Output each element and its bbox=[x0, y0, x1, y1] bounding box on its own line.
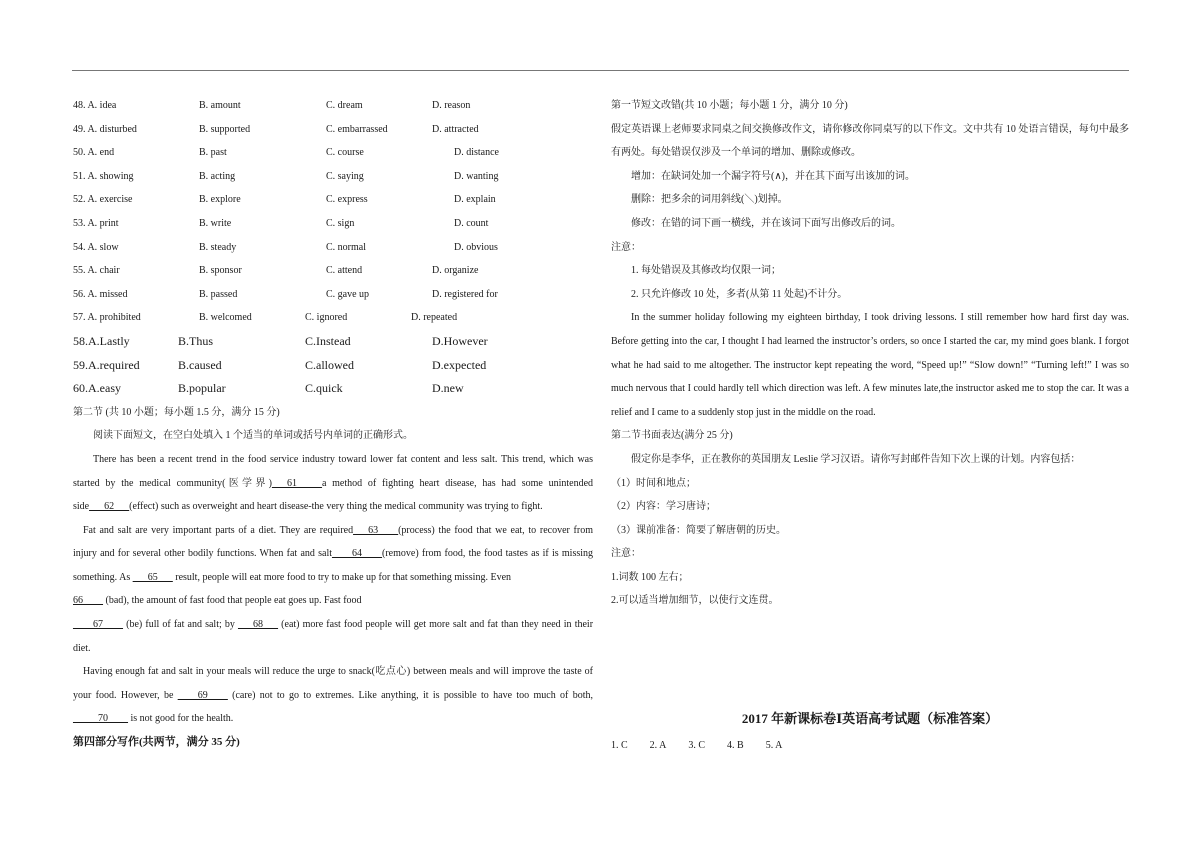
option-b: B. welcomed bbox=[199, 312, 252, 324]
option-a: 51. A. showing bbox=[73, 170, 134, 182]
section2-heading: 第二节 (共 10 小题；每小题 1.5 分，满分 15 分) bbox=[73, 406, 280, 418]
option-b: B. sponsor bbox=[199, 265, 242, 277]
s2-heading: 第二节书面表达(满分 25 分) bbox=[611, 430, 733, 442]
passage-paragraph-2: Fat and salt are very important parts of a diet. They are required___63____(process) the food that we eat, to recover from injury and for several other bodily functions. When fat and salt____64____(remove) from food, the food tastes as if is missing something. As ___65___ result, people will eat more food to try to make up for that something missing. Even 66____ (bad), the amount of fast food that people eat goes up. Fast food ____67____ (be) full of fat and salt; by ___68___ (eat) more fast food people will get more salt and fat than they need in their diet. bbox=[73, 524, 594, 654]
error-correction-essay: In the summer holiday following my eighteen birthday, I took driving lessons. I still remember how hard first day was. Before getting into the car, I thought I had learned the instructor’s orders, so once I started the car, my mind goes blank. I forgot what he had said to me altogether. The instructor kept repeating the word, “Speed up!” “Slow down!” “Turning left!” I was so much nervous that I could hardly tell which direction was left. A few minutes late,the instructor asked me to stop the car. It was a relief and I came to a suddenly stop just in the middle on the road. bbox=[611, 312, 1129, 418]
blank-66[interactable]: 66____ bbox=[73, 595, 103, 607]
option-c: C. attend bbox=[326, 265, 363, 277]
blank-69[interactable]: ____69____ bbox=[177, 689, 228, 701]
content-point-3: （3）课前准备：简要了解唐朝的历史。 bbox=[611, 524, 786, 536]
option-b: B.Thus bbox=[178, 333, 214, 348]
note-1: 1. 每处错误及其修改均仅限一词； bbox=[631, 265, 781, 277]
option-d: D. obvious bbox=[454, 241, 498, 253]
option-row bbox=[73, 330, 593, 354]
option-c: C. sign bbox=[326, 217, 355, 229]
option-a: 53. A. print bbox=[73, 217, 119, 229]
option-d: D.new bbox=[432, 381, 464, 396]
option-row bbox=[73, 165, 593, 189]
option-c: C. saying bbox=[326, 170, 364, 182]
option-d: D. reason bbox=[432, 100, 471, 111]
part4-heading: 第四部分写作(共两节，满分 35 分) bbox=[73, 736, 240, 749]
option-b: B. amount bbox=[199, 100, 241, 111]
note-label: 注意： bbox=[611, 241, 641, 253]
cloze-options-large bbox=[73, 330, 593, 401]
answer-item: 5. A bbox=[765, 740, 783, 751]
option-a: 52. A. exercise bbox=[73, 194, 133, 206]
option-row bbox=[73, 354, 593, 378]
option-c: C. express bbox=[326, 194, 368, 206]
blank-62[interactable]: ___62___ bbox=[89, 501, 130, 513]
option-d: D. registered for bbox=[432, 288, 498, 300]
option-c: C.allowed bbox=[305, 357, 354, 372]
option-d: D.expected bbox=[432, 357, 487, 372]
writing-note-label: 注意： bbox=[611, 548, 641, 560]
option-a: 56. A. missed bbox=[73, 288, 128, 300]
option-d: D. explain bbox=[454, 194, 496, 206]
option-row bbox=[73, 306, 593, 330]
option-d: D. organize bbox=[432, 265, 479, 277]
option-row bbox=[73, 283, 593, 307]
option-b: B. passed bbox=[199, 288, 238, 300]
option-row bbox=[73, 141, 593, 165]
option-d: D.However bbox=[432, 333, 488, 348]
option-b: B.caused bbox=[178, 357, 222, 372]
blank-67[interactable]: ____67____ bbox=[73, 619, 123, 631]
option-c: C.quick bbox=[305, 381, 343, 396]
option-a: 59.A.required bbox=[73, 357, 140, 372]
option-b: B. write bbox=[199, 217, 232, 229]
option-a: 48. A. idea bbox=[73, 100, 117, 111]
rule-add: 增加：在缺词处加一个漏字符号(∧)，并在其下面写出该加的词。 bbox=[631, 170, 915, 182]
option-a: 57. A. prohibited bbox=[73, 312, 141, 324]
answer-item: 2. A bbox=[649, 740, 667, 751]
content-point-2: （2）内容：学习唐诗； bbox=[611, 501, 716, 513]
s1-heading: 第一节短文改错(共 10 小题；每小题 1 分，满分 10 分) bbox=[611, 100, 848, 111]
option-b: B. steady bbox=[199, 241, 237, 253]
rule-delete: 删除：把多余的词用斜线(＼)划掉。 bbox=[631, 194, 788, 206]
option-b: B. explore bbox=[199, 194, 241, 206]
option-row bbox=[73, 94, 593, 118]
answer-item: 4. B bbox=[727, 740, 744, 751]
option-d: D. count bbox=[454, 217, 489, 229]
option-c: C. gave up bbox=[326, 288, 370, 300]
option-c: C.Instead bbox=[305, 333, 351, 348]
s2-intro: 假定你是李华，正在教你的英国朋友 Leslie 学习汉语。请你写封邮件告知下次上课的计划。内容包括： bbox=[631, 453, 1081, 465]
blank-68[interactable]: ___68___ bbox=[238, 619, 279, 631]
blank-63[interactable]: ___63____ bbox=[353, 524, 399, 536]
option-a: 55. A. chair bbox=[73, 265, 120, 277]
rule-modify: 修改：在错的词下画一横线，并在该词下面写出修改后的词。 bbox=[631, 217, 901, 229]
answer-key-title: 2017 年新课标卷Ⅰ英语高考试题（标准答案） bbox=[741, 711, 999, 726]
option-c: C. dream bbox=[326, 100, 363, 111]
cloze-options bbox=[73, 94, 593, 330]
option-a: 58.A.Lastly bbox=[73, 333, 130, 348]
option-d: D. attracted bbox=[432, 123, 479, 135]
header-rule bbox=[72, 70, 1129, 71]
left-column bbox=[73, 94, 593, 755]
option-row bbox=[73, 236, 593, 260]
blank-65[interactable]: ___65___ bbox=[132, 571, 173, 583]
option-c: C. course bbox=[326, 147, 364, 159]
option-row bbox=[73, 118, 593, 142]
option-row bbox=[73, 212, 593, 236]
section2-instruction: 阅读下面短文，在空白处填入 1 个适当的单词或括号内单词的正确形式。 bbox=[93, 430, 413, 442]
blank-70[interactable]: _____70____ bbox=[73, 713, 128, 725]
option-c: C. normal bbox=[326, 241, 366, 253]
option-row bbox=[73, 259, 593, 283]
option-c: C. embarrassed bbox=[326, 123, 388, 135]
passage-paragraph-3: Having enough fat and salt in your meals will reduce the urge to snack(吃点心) between meals and will improve the taste of your food. However, be ____69____ (care) not to go to extremes. Like anything, it is possible to have too much of both, _____70____ is not good for the health. bbox=[73, 666, 594, 725]
option-row bbox=[73, 377, 593, 401]
blank-64[interactable]: ____64____ bbox=[332, 548, 383, 560]
right-column bbox=[611, 94, 1129, 613]
writing-note-1: 1.词数 100 左右； bbox=[611, 571, 689, 583]
passage-paragraph-1: There has been a recent trend in the food service industry toward lower fat content and less salt. This trend, which was started by the medical community(医学界)___61_____a method of fighting heart disease, has had some unintended side___62___(effect) such as overweight and heart disease-the very thing the medical community was trying to fight. bbox=[73, 453, 594, 513]
answer-item: 3. C bbox=[688, 740, 706, 751]
option-d: D. repeated bbox=[411, 312, 458, 324]
s1-intro: 假定英语课上老师要求同桌之间交换修改作文，请你修改你同桌写的以下作文。文中共有 10 处语言错误，每句中最多有两处。每处错误仅涉及一个单词的增加、删除或修改。 bbox=[611, 123, 1129, 159]
option-b: B. acting bbox=[199, 170, 236, 182]
option-b: B.popular bbox=[178, 381, 226, 396]
option-a: 50. A. end bbox=[73, 147, 115, 159]
note-2: 2. 只允许修改 10 处，多者(从第 11 处起)不计分。 bbox=[631, 288, 848, 300]
option-row bbox=[73, 188, 593, 212]
option-b: B. supported bbox=[199, 123, 251, 135]
blank-61[interactable]: ___61_____ bbox=[271, 477, 322, 489]
content-point-1: （1）时间和地点； bbox=[611, 477, 696, 489]
writing-note-2: 2.可以适当增加细节，以使行文连贯。 bbox=[611, 595, 779, 607]
option-d: D. distance bbox=[454, 147, 499, 159]
option-c: C. ignored bbox=[305, 312, 348, 324]
option-b: B. past bbox=[199, 147, 227, 159]
answer-item: 1. C bbox=[611, 740, 628, 751]
option-a: 54. A. slow bbox=[73, 241, 119, 253]
option-a: 60.A.easy bbox=[73, 381, 121, 396]
option-d: D. wanting bbox=[454, 170, 499, 182]
option-a: 49. A. disturbed bbox=[73, 123, 137, 135]
answer-key-row bbox=[611, 740, 804, 751]
